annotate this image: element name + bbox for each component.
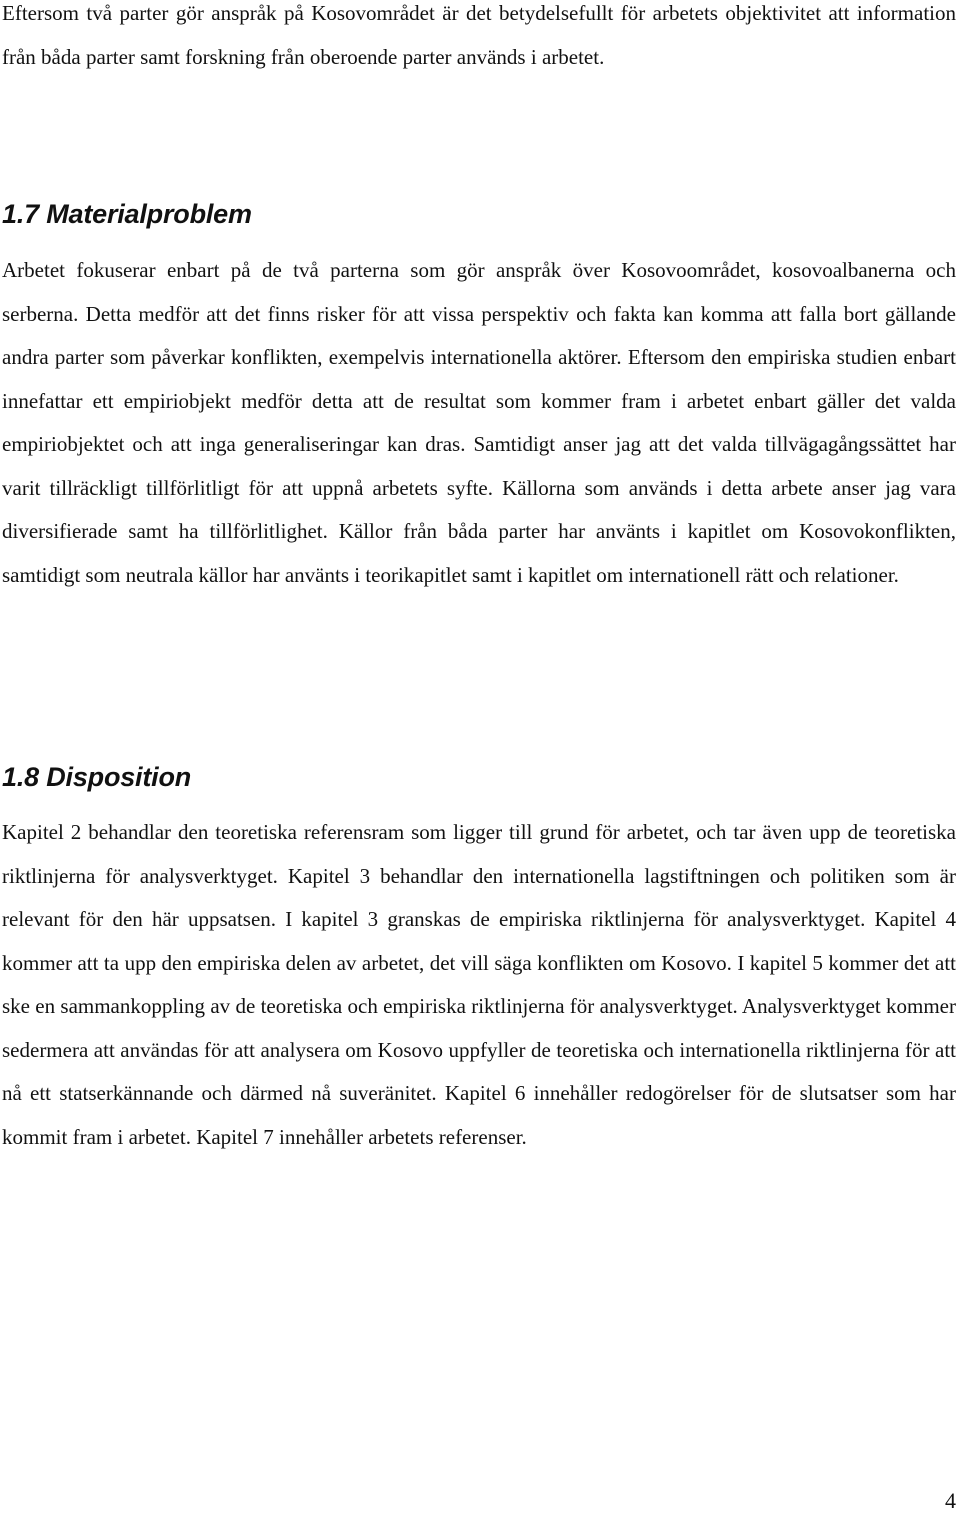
page-number: 4 bbox=[945, 1488, 956, 1513]
section-heading-disposition: 1.8 Disposition bbox=[2, 762, 192, 792]
intro-paragraph: Eftersom två parter gör anspråk på Kosovområdet är det betydelsefullt för arbetets objektivitet att information från båda parter samt forskning från oberoende parter används i arbetet. bbox=[2, 1, 956, 69]
disposition-paragraph: Kapitel 2 behandlar den teoretiska referensram som ligger till grund för arbetet, och tar även upp de teoretiska riktlinjerna för analysverktyget. Kapitel 3 behandlar den internationella lagstiftningen och politiken som är relevant för den här uppsatsen. I kapitel 3 granskas de empiriska riktlinjerna för analysverktyget. Kapitel 4 kommer att ta upp den empiriska delen av arbetet, det vill säga konflikten om Kosovo. I kapitel 5 kommer det att ske en sammankoppling av de teoretiska och empiriska riktlinjerna för analysverktyget. Analysverktyget kommer sedermera att användas för att analysera om Kosovo uppfyller de teoretiska och internationella riktlinjerna för att nå ett statserkännande och därmed nå suveränitet. Kapitel 6 innehåller redogörelser för de slutsatser som har kommit fram i arbetet. Kapitel 7 innehåller arbetets referenser. bbox=[2, 820, 956, 1149]
section-heading-materialproblem: 1.7 Materialproblem bbox=[2, 199, 252, 229]
materialproblem-paragraph: Arbetet fokuserar enbart på de två parterna som gör anspråk över Kosovoområdet, kosovoalbanerna och serberna. Detta medför att det finns risker för att vissa perspektiv och fakta kan komma att falla bort gällande andra parter som påverkar konflikten, exempelvis internationella aktörer. Eftersom den empiriska studien enbart innefattar ett empiriobjekt medför detta att de resultat som kommer fram i arbetet enbart gäller det valda empiriobjektet och att inga generaliseringar kan dras. Samtidigt anser jag att det valda tillvägagångssättet har varit tillräckligt tillförlitligt för att uppnå arbetets syfte. Källorna som används i detta arbete anser jag vara diversifierade samt ha tillförlitlighet. Källor från båda parter har använts i kapitlet om Kosovokonflikten, samtidigt som neutrala källor har använts i teorikapitlet samt i kapitlet om internationell rätt och relationer. bbox=[2, 258, 956, 587]
